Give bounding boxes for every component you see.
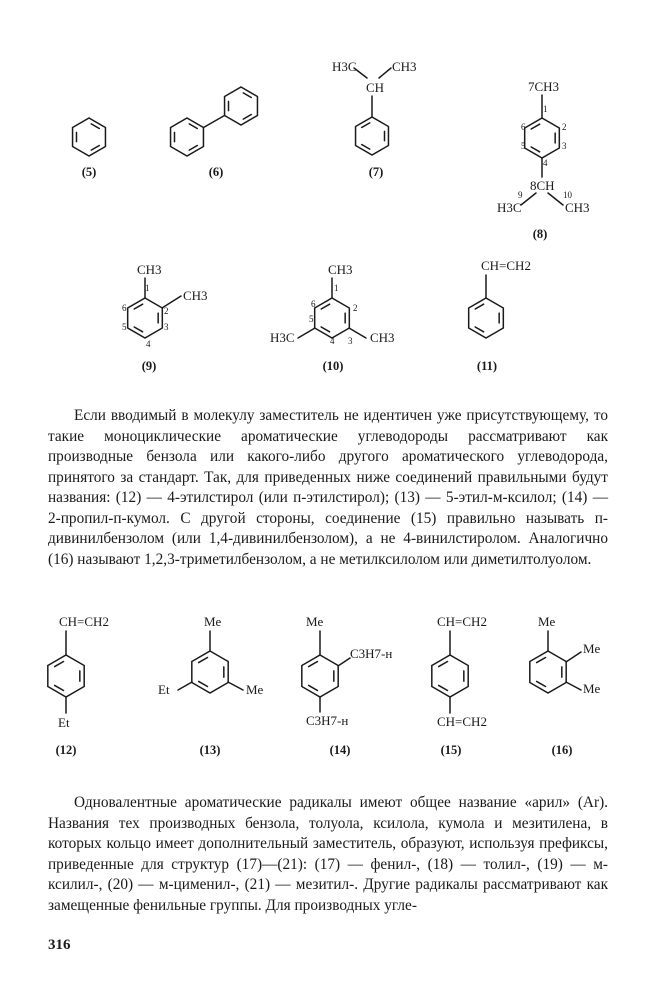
s9-group-ch3-top: CH3	[137, 262, 162, 277]
aromatic-inner-bond	[439, 661, 448, 666]
structure-label-14: (14)	[329, 743, 351, 757]
structure-label-16: (16)	[551, 743, 573, 757]
s14-group-propyl-right: C3H7-н	[350, 646, 393, 661]
s14-group-propyl-bottom: C3H7-н	[306, 713, 349, 728]
aromatic-inner-bond	[321, 304, 329, 309]
aromatic-inner-bond	[91, 146, 99, 151]
aromatic-inner-bond	[537, 657, 546, 662]
s8-locant-10: 10	[563, 190, 572, 200]
s7-group-ch: CH	[366, 80, 385, 95]
s8-group-8ch: 8CH	[530, 178, 555, 193]
cymene-ring	[525, 118, 560, 158]
mesitylene-ring	[315, 298, 350, 338]
page-number: 316	[48, 937, 71, 953]
s8-locant-3: 3	[562, 141, 567, 151]
structure-label-6: (6)	[208, 165, 224, 179]
aromatic-inner-bond	[531, 147, 539, 152]
s16-group-me-1: Me	[538, 614, 556, 629]
s16-group-me-3: Me	[583, 681, 601, 696]
body-paragraph-2: Одновалентные ароматические радикалы имеют общее название «арил» (Ar). Названия тех производных бензола, толуола, ксилола, кумола и мезитилена, в которых кольцо имеет дополнительный заместитель, образуют, используя префиксы, приведенные для структур (17)—(21): (17) — фенил-, (18) — толил-, (19) — м-ксилил-, (20) — м-цименил-, (21) — мезитил-. Другие радикалы рассматривают как замещенные фенильные группы. Для производных угле-	[48, 794, 608, 914]
s8-locant-9: 9	[518, 190, 523, 200]
s10-group-h3c: H3C	[270, 330, 295, 345]
s8-locant-2: 2	[562, 122, 567, 132]
aromatic-inner-bond	[475, 327, 483, 332]
aromatic-inner-bond	[531, 124, 539, 129]
s13-group-et: Et	[158, 682, 170, 697]
ring-16-methyl-bond-2	[566, 652, 581, 662]
aromatic-inner-bond	[321, 327, 329, 332]
structure-label-10: (10)	[322, 359, 344, 373]
s8-locant-5: 5	[521, 141, 526, 151]
s9-locant-3: 3	[164, 322, 169, 332]
s10-locant-2: 2	[353, 303, 358, 313]
aromatic-inner-bond	[199, 657, 208, 662]
aromatic-inner-bond	[199, 681, 208, 686]
s8-group-h3c: H3C	[497, 200, 522, 215]
s9-group-ch3-right: CH3	[183, 288, 208, 303]
aromatic-inner-bond	[439, 685, 448, 690]
s9-locant-5: 5	[122, 322, 127, 332]
s10-locant-6: 6	[311, 299, 316, 309]
s10-group-ch3-top: CH3	[328, 262, 353, 277]
ring-15	[432, 655, 468, 697]
styrene-ring	[469, 298, 504, 338]
ring-16	[530, 651, 566, 693]
aromatic-inner-bond	[91, 124, 99, 129]
aromatic-inner-bond	[55, 661, 64, 666]
s11-group-vinyl: CH=CH2	[481, 258, 531, 273]
cumene-methyl-bond-right	[379, 68, 391, 78]
s10-locant-5: 5	[309, 314, 314, 324]
s10-locant-4: 4	[330, 336, 335, 346]
s7-group-ch3: CH3	[392, 59, 417, 74]
ring-16-methyl-bond-3	[566, 682, 581, 690]
s8-locant-1: 1	[543, 104, 548, 114]
s8-group-ch3: CH3	[565, 200, 590, 215]
s15-group-vinyl-bottom: CH=CH2	[437, 714, 487, 729]
aromatic-inner-bond	[309, 685, 318, 690]
aromatic-inner-bond	[189, 146, 197, 151]
s8-locant-4: 4	[543, 158, 548, 168]
structure-label-7: (7)	[368, 165, 384, 179]
ring-14-propyl-bond-right	[338, 658, 350, 666]
structure-label-9: (9)	[141, 359, 157, 373]
biphenyl-ring-b	[225, 87, 258, 125]
s10-group-ch3-right: CH3	[370, 330, 395, 345]
body-paragraph-1: Если вводимый в молекулу заместитель не идентичен уже присутствующему, то такие моноциклические ароматические углеводороды рассматривают как производные бензола или какого-либо другого ароматического углеводорода, принятого за стандарт. Так, для приведенных ниже соединений правильными будут названия: (12) — 4-этилстирол (или п-этилстирол); (13) — 5-этил-м-ксилол; (14) — 2-пропил-п-кумол. С другой стороны, соединение (15) правильно называть п-дивинилбензолом (или 1,4-дивинилбензолом), а не 4-винилстиролом. Аналогично (16) называют 1,2,3-триметилбензолом, а не метилксилолом или диметилтолуолом.	[48, 407, 608, 568]
structure-label-11: (11)	[476, 359, 498, 373]
aromatic-inner-bond	[189, 124, 197, 129]
structure-label-15: (15)	[440, 743, 462, 757]
aromatic-inner-bond	[537, 681, 546, 686]
s9-locant-6: 6	[122, 303, 127, 313]
s12-group-vinyl: CH=CH2	[59, 614, 109, 629]
aromatic-inner-bond	[309, 661, 318, 666]
s9-locant-2: 2	[164, 306, 169, 316]
biphenyl-link-bond	[204, 116, 225, 128]
ring-13-ethyl-bond	[178, 682, 192, 690]
cymene-methyl-bond-10	[548, 193, 563, 205]
ring-13-methyl-bond-right	[228, 682, 243, 690]
aromatic-inner-bond	[134, 304, 142, 309]
s8-group-7ch3: 7CH3	[528, 79, 560, 94]
aromatic-inner-bond	[243, 93, 251, 98]
aromatic-inner-bond	[362, 123, 370, 128]
s13-group-me-top: Me	[204, 614, 222, 629]
ring-13	[192, 651, 228, 693]
ring-12	[48, 655, 84, 697]
benzene-ring-5	[73, 118, 106, 156]
structure-label-12: (12)	[55, 743, 77, 757]
s15-group-vinyl-top: CH=CH2	[437, 614, 487, 629]
ring-14	[302, 655, 338, 697]
aromatic-inner-bond	[134, 327, 142, 332]
structure-label-8: (8)	[532, 227, 548, 241]
s16-group-me-2: Me	[583, 641, 601, 656]
cymene-methyl-bond-9	[521, 193, 536, 205]
s12-group-et: Et	[58, 715, 70, 730]
s8-locant-6: 6	[521, 122, 526, 132]
structure-label-5: (5)	[81, 165, 97, 179]
s7-group-h3c: H3C	[332, 59, 357, 74]
s13-group-me-right: Me	[246, 682, 264, 697]
s14-group-me: Me	[306, 614, 324, 629]
s10-locant-3: 3	[348, 336, 353, 346]
biphenyl-ring-a	[171, 118, 204, 156]
o-xylene-ring	[128, 298, 163, 338]
cumene-ring	[356, 117, 389, 155]
mesitylene-methyl-bond-5	[298, 328, 315, 338]
s10-locant-1: 1	[334, 283, 339, 293]
aromatic-inner-bond	[243, 115, 251, 120]
s9-locant-4: 4	[146, 339, 151, 349]
s9-locant-1: 1	[145, 283, 150, 293]
aromatic-inner-bond	[362, 145, 370, 150]
aromatic-inner-bond	[55, 685, 64, 690]
aromatic-inner-bond	[475, 304, 483, 309]
structure-label-13: (13)	[199, 743, 221, 757]
